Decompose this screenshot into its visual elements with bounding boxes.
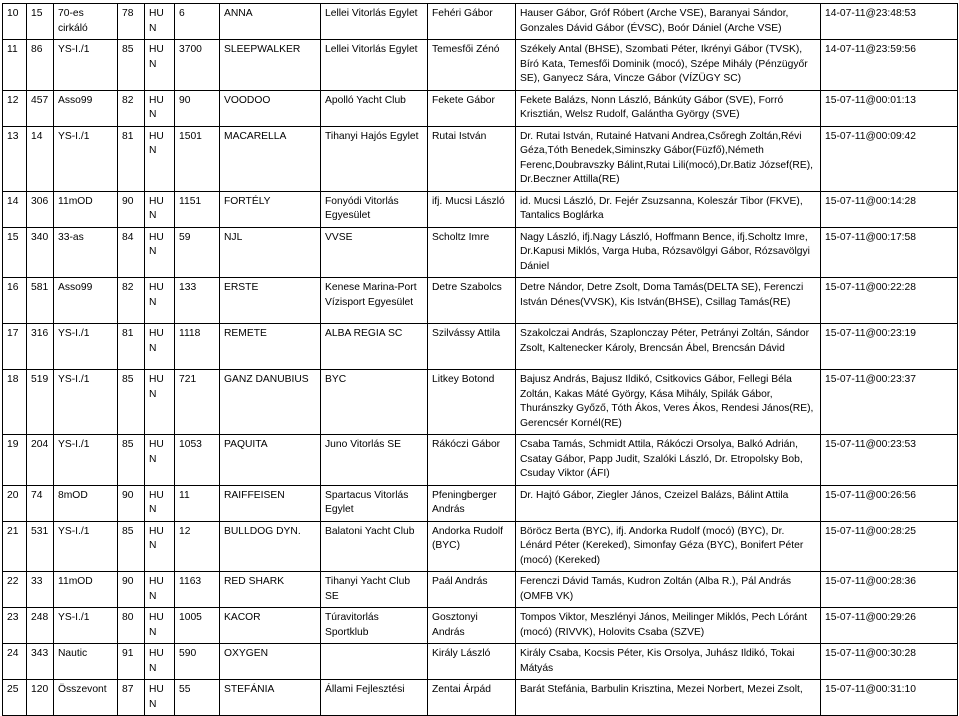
place-cell: 24 xyxy=(3,644,27,680)
skipper-cell: Király László xyxy=(428,644,516,680)
yardstick-cell: 82 xyxy=(118,90,145,126)
sail-number-cell: 15 xyxy=(27,4,54,40)
boat-name-cell: OXYGEN xyxy=(220,644,321,680)
table-row xyxy=(3,572,958,608)
yardstick-cell: 78 xyxy=(118,4,145,40)
skipper-cell: Detre Szabolcs xyxy=(428,278,516,324)
yardstick-cell: 85 xyxy=(118,370,145,435)
nation-cell: HUN xyxy=(145,608,175,644)
skipper-cell: Scholtz Imre xyxy=(428,227,516,278)
sail-number-cell: 581 xyxy=(27,278,54,324)
skipper-cell: Szilvássy Attila xyxy=(428,324,516,370)
table-row xyxy=(3,40,958,91)
boat-class-cell: YS-I./1 xyxy=(54,126,118,191)
place-cell: 10 xyxy=(3,4,27,40)
table-row xyxy=(3,324,958,370)
nation-cell: HUN xyxy=(145,90,175,126)
nation-cell: HUN xyxy=(145,521,175,572)
boat-name-cell: ANNA xyxy=(220,4,321,40)
club-cell: Spartacus Vitorlás Egylet xyxy=(321,485,428,521)
boat-name-cell: FORTÉLY xyxy=(220,191,321,227)
yardstick-cell: 87 xyxy=(118,680,145,716)
table-row xyxy=(3,680,958,716)
boat-name-cell: PAQUITA xyxy=(220,435,321,486)
sail-number-cell: 204 xyxy=(27,435,54,486)
crew-cell: Király Csaba, Kocsis Péter, Kis Orsolya, Juhász Ildikó, Tokai Mátyás xyxy=(516,644,821,680)
club-cell: Lellei Vitorlás Egylet xyxy=(321,4,428,40)
skipper-cell: Zentai Árpád xyxy=(428,680,516,716)
yardstick-cell: 85 xyxy=(118,435,145,486)
hull-number-cell: 6 xyxy=(175,4,220,40)
nation-cell: HUN xyxy=(145,680,175,716)
skipper-cell: ifj. Mucsi László xyxy=(428,191,516,227)
hull-number-cell: 721 xyxy=(175,370,220,435)
boat-name-cell: KACOR xyxy=(220,608,321,644)
sail-number-cell: 248 xyxy=(27,608,54,644)
skipper-cell: Fehéri Gábor xyxy=(428,4,516,40)
nation-cell: HUN xyxy=(145,40,175,91)
hull-number-cell: 1501 xyxy=(175,126,220,191)
finish-time-cell: 15-07-11@00:29:26 xyxy=(821,608,958,644)
skipper-cell: Andorka Rudolf (BYC) xyxy=(428,521,516,572)
boat-class-cell: YS-I./1 xyxy=(54,521,118,572)
hull-number-cell: 3700 xyxy=(175,40,220,91)
club-cell: Fonyódi Vitorlás Egyesület xyxy=(321,191,428,227)
boat-name-cell: RED SHARK xyxy=(220,572,321,608)
club-cell: Juno Vitorlás SE xyxy=(321,435,428,486)
nation-cell: HUN xyxy=(145,644,175,680)
sail-number-cell: 457 xyxy=(27,90,54,126)
yardstick-cell: 80 xyxy=(118,608,145,644)
crew-cell: Böröcz Berta (BYC), ifj. Andorka Rudolf (mocó) (BYC), Dr. Lénárd Péter (Kereked), Simonfay Géza (BYC), Bonifert Péter (mocó) (Kereked) xyxy=(516,521,821,572)
finish-time-cell: 14-07-11@23:48:53 xyxy=(821,4,958,40)
club-cell: VVSE xyxy=(321,227,428,278)
table-row xyxy=(3,435,958,486)
yardstick-cell: 90 xyxy=(118,191,145,227)
hull-number-cell: 90 xyxy=(175,90,220,126)
crew-cell: Bajusz András, Bajusz Ildikó, Csitkovics Gábor, Fellegi Béla Zoltán, Kakas Máté György, Kása Mihály, Spilák Gábor, Thuránszky Győző, Tóth Ákos, Veres Ákos, Rendesi János(RE), Gerencsér Kornél(RE) xyxy=(516,370,821,435)
finish-time-cell: 15-07-11@00:28:36 xyxy=(821,572,958,608)
skipper-cell: Fekete Gábor xyxy=(428,90,516,126)
crew-cell: Dr. Hajtó Gábor, Ziegler János, Czeizel Balázs, Bálint Attila xyxy=(516,485,821,521)
nation-cell: HUN xyxy=(145,278,175,324)
hull-number-cell: 1151 xyxy=(175,191,220,227)
club-cell: Tihanyi Yacht Club SE xyxy=(321,572,428,608)
sail-number-cell: 120 xyxy=(27,680,54,716)
skipper-cell: Rutai István xyxy=(428,126,516,191)
finish-time-cell: 15-07-11@00:23:19 xyxy=(821,324,958,370)
boat-class-cell: Összevont xyxy=(54,680,118,716)
table-row xyxy=(3,126,958,191)
hull-number-cell: 1053 xyxy=(175,435,220,486)
finish-time-cell: 15-07-11@00:23:53 xyxy=(821,435,958,486)
nation-cell: HUN xyxy=(145,126,175,191)
finish-time-cell: 15-07-11@00:31:10 xyxy=(821,680,958,716)
crew-cell: Hauser Gábor, Gróf Róbert (Arche VSE), Baranyai Sándor, Gonzales Dávid Gábor (ÉVSC), Boór Dániel (Arche VSE) xyxy=(516,4,821,40)
yardstick-cell: 84 xyxy=(118,227,145,278)
nation-cell: HUN xyxy=(145,4,175,40)
finish-time-cell: 15-07-11@00:14:28 xyxy=(821,191,958,227)
table-row xyxy=(3,227,958,278)
yardstick-cell: 90 xyxy=(118,572,145,608)
skipper-cell: Litkey Botond xyxy=(428,370,516,435)
table-row xyxy=(3,485,958,521)
table-row xyxy=(3,370,958,435)
sail-number-cell: 343 xyxy=(27,644,54,680)
place-cell: 17 xyxy=(3,324,27,370)
table-row xyxy=(3,4,958,40)
finish-time-cell: 14-07-11@23:59:56 xyxy=(821,40,958,91)
skipper-cell: Paál András xyxy=(428,572,516,608)
boat-name-cell: NJL xyxy=(220,227,321,278)
nation-cell: HUN xyxy=(145,370,175,435)
crew-cell: Csaba Tamás, Schmidt Attila, Rákóczi Orsolya, Balkó Adrián, Csatay Gábor, Papp Judit, Szalóki László, Dr. Etropolsky Bob, Csuday Viktor (ÁFI) xyxy=(516,435,821,486)
club-cell: Balatoni Yacht Club xyxy=(321,521,428,572)
nation-cell: HUN xyxy=(145,324,175,370)
sail-number-cell: 531 xyxy=(27,521,54,572)
sail-number-cell: 306 xyxy=(27,191,54,227)
finish-time-cell: 15-07-11@00:17:58 xyxy=(821,227,958,278)
boat-name-cell: MACARELLA xyxy=(220,126,321,191)
finish-time-cell: 15-07-11@00:30:28 xyxy=(821,644,958,680)
place-cell: 22 xyxy=(3,572,27,608)
club-cell: Tihanyi Hajós Egylet xyxy=(321,126,428,191)
place-cell: 19 xyxy=(3,435,27,486)
boat-class-cell: 11mOD xyxy=(54,572,118,608)
boat-class-cell: 33-as xyxy=(54,227,118,278)
sail-number-cell: 316 xyxy=(27,324,54,370)
hull-number-cell: 590 xyxy=(175,644,220,680)
club-cell xyxy=(321,644,428,680)
sail-number-cell: 14 xyxy=(27,126,54,191)
boat-name-cell: STEFÁNIA xyxy=(220,680,321,716)
finish-time-cell: 15-07-11@00:28:25 xyxy=(821,521,958,572)
table-row xyxy=(3,644,958,680)
finish-time-cell: 15-07-11@00:23:37 xyxy=(821,370,958,435)
nation-cell: HUN xyxy=(145,485,175,521)
boat-name-cell: GANZ DANUBIUS xyxy=(220,370,321,435)
yardstick-cell: 81 xyxy=(118,324,145,370)
club-cell: ALBA REGIA SC xyxy=(321,324,428,370)
hull-number-cell: 133 xyxy=(175,278,220,324)
boat-class-cell: 70-es cirkáló xyxy=(54,4,118,40)
boat-name-cell: RAIFFEISEN xyxy=(220,485,321,521)
boat-class-cell: YS-I./1 xyxy=(54,324,118,370)
crew-cell: Dr. Rutai István, Rutainé Hatvani Andrea,Csőregh Zoltán,Révi Géza,Tóth Benedek,Siminszky Gábor(Füzfő),Németh Ferenc,Doubravszky Bálint,Rutai Lili(mocó),Dr.Batiz József(RE), Dr.Beczner Attilla(RE) xyxy=(516,126,821,191)
results-table xyxy=(2,3,958,716)
crew-cell: Ferenczi Dávid Tamás, Kudron Zoltán (Alba R.), Pál András (OMFB VK) xyxy=(516,572,821,608)
place-cell: 23 xyxy=(3,608,27,644)
table-row xyxy=(3,608,958,644)
place-cell: 18 xyxy=(3,370,27,435)
crew-cell: Szakolczai András, Szaplonczay Péter, Petrányi Zoltán, Sándor Zsolt, Kaltenecker Károly, Brencsán Ábel, Brencsán Dávid xyxy=(516,324,821,370)
sail-number-cell: 86 xyxy=(27,40,54,91)
club-cell: Apolló Yacht Club xyxy=(321,90,428,126)
club-cell: Túravitorlás Sportklub xyxy=(321,608,428,644)
sail-number-cell: 74 xyxy=(27,485,54,521)
boat-class-cell: 8mOD xyxy=(54,485,118,521)
finish-time-cell: 15-07-11@00:01:13 xyxy=(821,90,958,126)
yardstick-cell: 81 xyxy=(118,126,145,191)
club-cell: Lellei Vitorlás Egylet xyxy=(321,40,428,91)
yardstick-cell: 90 xyxy=(118,485,145,521)
hull-number-cell: 55 xyxy=(175,680,220,716)
results-body xyxy=(3,4,958,716)
club-cell: Állami Fejlesztési xyxy=(321,680,428,716)
crew-cell: Detre Nándor, Detre Zsolt, Doma Tamás(DELTA SE), Ferenczi István Dénes(VVSK), Kis István(BHSE), Csillag Tamás(RE) xyxy=(516,278,821,324)
sail-number-cell: 519 xyxy=(27,370,54,435)
skipper-cell: Pfeningberger András xyxy=(428,485,516,521)
place-cell: 13 xyxy=(3,126,27,191)
table-row xyxy=(3,521,958,572)
sail-number-cell: 340 xyxy=(27,227,54,278)
table-row xyxy=(3,278,958,324)
boat-class-cell: Nautic xyxy=(54,644,118,680)
crew-cell: Tompos Viktor, Meszlényi János, Meilinger Miklós, Pech Lóránt (mocó) (RIVVK), Holovits Csaba (SZVE) xyxy=(516,608,821,644)
boat-name-cell: ERSTE xyxy=(220,278,321,324)
boat-name-cell: SLEEPWALKER xyxy=(220,40,321,91)
boat-class-cell: Asso99 xyxy=(54,90,118,126)
finish-time-cell: 15-07-11@00:22:28 xyxy=(821,278,958,324)
boat-name-cell: REMETE xyxy=(220,324,321,370)
skipper-cell: Rákóczi Gábor xyxy=(428,435,516,486)
finish-time-cell: 15-07-11@00:26:56 xyxy=(821,485,958,521)
table-row xyxy=(3,90,958,126)
place-cell: 11 xyxy=(3,40,27,91)
table-row xyxy=(3,191,958,227)
skipper-cell: Gosztonyi András xyxy=(428,608,516,644)
place-cell: 21 xyxy=(3,521,27,572)
hull-number-cell: 11 xyxy=(175,485,220,521)
boat-name-cell: VOODOO xyxy=(220,90,321,126)
place-cell: 20 xyxy=(3,485,27,521)
boat-class-cell: 11mOD xyxy=(54,191,118,227)
crew-cell: id. Mucsi László, Dr. Fejér Zsuzsanna, Koleszár Tibor (FKVE), Tantalics Boglárka xyxy=(516,191,821,227)
boat-class-cell: Asso99 xyxy=(54,278,118,324)
place-cell: 15 xyxy=(3,227,27,278)
club-cell: BYC xyxy=(321,370,428,435)
crew-cell: Nagy László, ifj.Nagy László, Hoffmann Bence, ifj.Scholtz Imre, Dr.Kapusi Miklós, Varga Huba, Rózsavölgyi Gábor, Rózsavölgyi Dániel xyxy=(516,227,821,278)
boat-name-cell: BULLDOG DYN. xyxy=(220,521,321,572)
finish-time-cell: 15-07-11@00:09:42 xyxy=(821,126,958,191)
club-cell: Kenese Marina-Port Vízisport Egyesület xyxy=(321,278,428,324)
skipper-cell: Temesfői Zénó xyxy=(428,40,516,91)
yardstick-cell: 85 xyxy=(118,40,145,91)
place-cell: 16 xyxy=(3,278,27,324)
nation-cell: HUN xyxy=(145,435,175,486)
yardstick-cell: 82 xyxy=(118,278,145,324)
yardstick-cell: 85 xyxy=(118,521,145,572)
crew-cell: Barát Stefánia, Barbulin Krisztina, Mezei Norbert, Mezei Zsolt, xyxy=(516,680,821,716)
nation-cell: HUN xyxy=(145,227,175,278)
place-cell: 25 xyxy=(3,680,27,716)
yardstick-cell: 91 xyxy=(118,644,145,680)
place-cell: 12 xyxy=(3,90,27,126)
hull-number-cell: 1163 xyxy=(175,572,220,608)
boat-class-cell: YS-I./1 xyxy=(54,435,118,486)
boat-class-cell: YS-I./1 xyxy=(54,370,118,435)
boat-class-cell: YS-I./1 xyxy=(54,40,118,91)
hull-number-cell: 12 xyxy=(175,521,220,572)
boat-class-cell: YS-I./1 xyxy=(54,608,118,644)
hull-number-cell: 1005 xyxy=(175,608,220,644)
place-cell: 14 xyxy=(3,191,27,227)
crew-cell: Fekete Balázs, Nonn László, Bánkúty Gábor (SVE), Forró Krisztián, Welsz Rudolf, Galántha György (SVE) xyxy=(516,90,821,126)
hull-number-cell: 1118 xyxy=(175,324,220,370)
nation-cell: HUN xyxy=(145,572,175,608)
crew-cell: Székely Antal (BHSE), Szombati Péter, Ikrényi Gábor (TVSK), Bíró Kata, Temesfői Dominik (mocó), Szépe Mihály (Pénzügyőr SE), Ganyecz Sára, Vincze Gábor (VÍZÜGY SC) xyxy=(516,40,821,91)
sail-number-cell: 33 xyxy=(27,572,54,608)
nation-cell: HUN xyxy=(145,191,175,227)
hull-number-cell: 59 xyxy=(175,227,220,278)
